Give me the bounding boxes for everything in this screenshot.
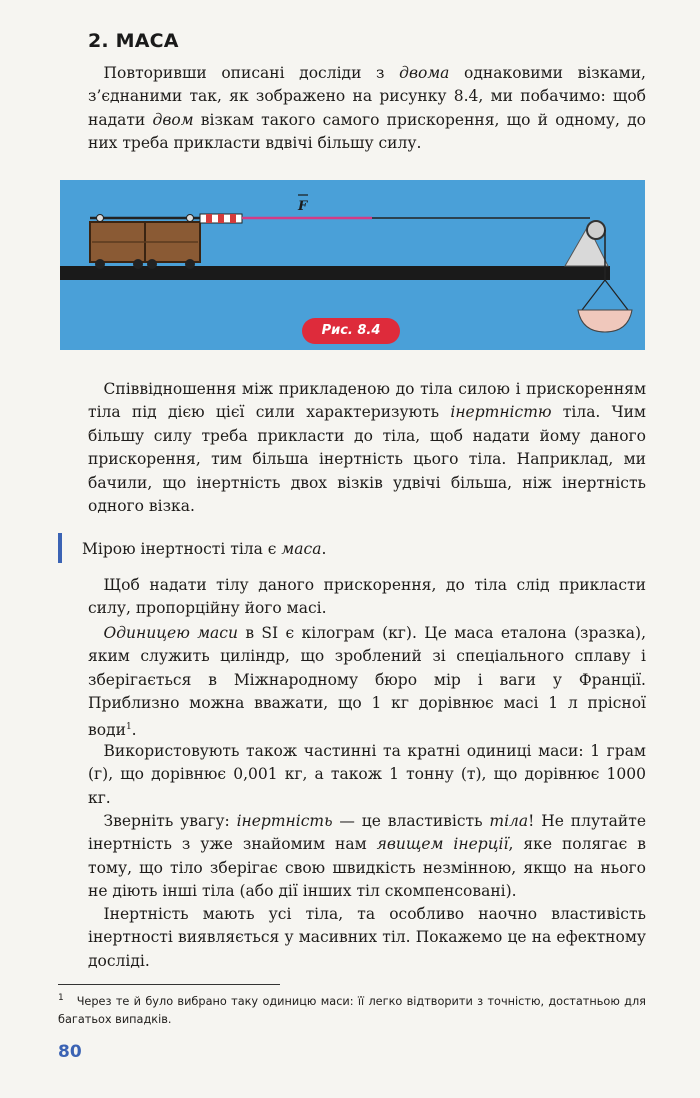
definition-mass: Мірою інертності тіла є маса. <box>82 540 327 558</box>
force-label: F <box>298 199 308 214</box>
two-carts <box>90 215 200 270</box>
section-title: 2. МАСА <box>88 30 179 52</box>
paragraph-massive-bodies: Інертність мають усі тіла, та особливо наочно властивість інертності виявляється у масивних тіл. Покажемо це на ефектному досліді. <box>88 905 646 970</box>
paragraph-attention: Зверніть увагу: інертність — це властивість тіла! Не плутайте інертність з уже знайомим нам явищем інерції, яке полягає в тому, що тіло зберігає свою швидкість незмінною, якщо на нього не діють інші тіла (або дії інших тіл скомпенсовані). <box>88 812 647 901</box>
footnote: $^1$ Через те й було вибрано таку одиницю маси: її легко відтворити з точністю, достатньою для багатьох випадків. <box>58 993 646 1026</box>
footnote-divider <box>58 984 280 985</box>
page-number: 80 <box>58 1042 82 1062</box>
figure-caption: Рис. 8.4 <box>302 318 400 344</box>
paragraph-inertia: Співвідношення між прикладеною до тіла силою і прискоренням тіла під дією цієї сили характеризують інертністю тіла. Чим більшу силу треба прикласти до тіла, щоб надати йому даного прискорення, тим більша інертність цього тіла. Наприклад, ми бачили, що інертність двох візків удвічі більша, ніж інертність одного візка. <box>88 380 646 516</box>
definition-marker <box>58 533 62 563</box>
paragraph-submultiple-units: Використовують також частинні та кратні одиниці маси: 1 грам (г), що дорівнює 0,001 кг, а також 1 тонну (т), що дорівнює 1000 кг. <box>88 742 646 807</box>
paragraph-unit-of-mass: Одиницею маси в SI є кілограм (кг). Це маса еталона (зразка), яким служить циліндр, що зроблений зі спеціального сплаву і зберігається в Міжнародному бюро мір і ваги у Франції. Приблизно можна вважати, що 1 кг дорівнює масі 1 л прісної води$^1$. <box>88 624 647 739</box>
paragraph-intro: Повторивши описані досліди з двома однаковими візками, з’єднаними так, як зображено на рисунку 8.4, ми побачимо: щоб надати двом візкам такого самого прискорення, що й одному, до них треба прикласти вдвічі більшу силу. <box>88 64 646 153</box>
rail <box>60 266 610 280</box>
dynamometer-coupler <box>200 214 242 223</box>
paragraph-force-proportional: Щоб надати тілу даного прискорення, до тіла слід прикласти силу, пропорційну його масі. <box>88 576 646 618</box>
